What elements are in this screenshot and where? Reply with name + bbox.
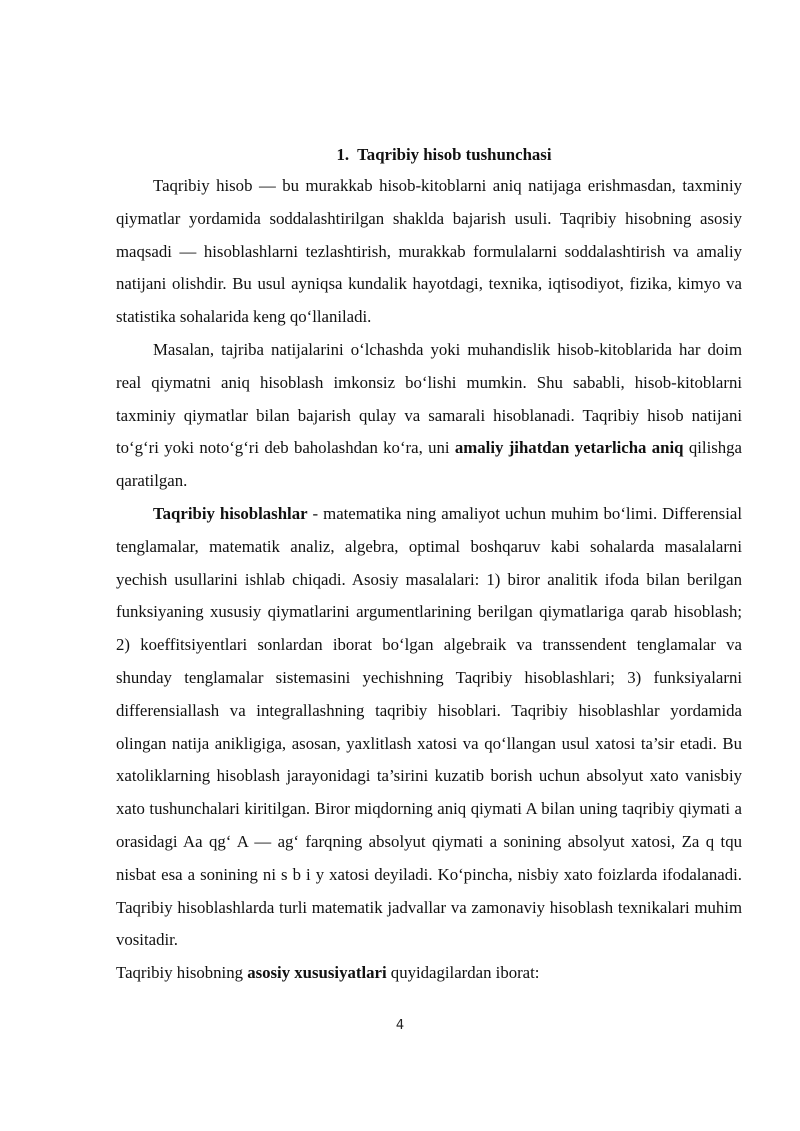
paragraph-approx-text: - matematika ning amaliyot uchun muhim bo‘limi. Differensial tenglamalar, matematik analiz, algebra, optimal boshqaruv kabi sohalarda masalalarni yechish usullarini ishlab chiqadi. Asosiy masalalari: 1) biror analitik ifoda bilan berilgan funksiyaning xususiy qiymatlarini argumentlarining berilgan qiymatlariga qarab hisoblash; 2) koeffitsiyentlari sonlardan iborat bo‘lgan algebraik va transsendent tenglamalar va shunday tenglamalar sistemasini yechishning Taqribiy hisoblashlari; 3) funksiyalarni differensiallash va integrallashning taqribiy hisoblari. Taqribiy hisoblashlar yordamida olingan natija anikligiga, asosan, yaxlitlash xatosi va qo‘llangan usul xatosi ta’sir etadi. Bu xatoliklarning hisoblash jarayonidagi ta’sirini kuzatib borish uchun absolyut xato vanisbiy xato tushunchalari kiritilgan. Biror miqdorning aniq qiymati A bilan uning taqribiy qiymati a orasidagi Aa qg‘ A — ag‘ farqning absolyut qiymati a sonining absolyut xatosi, Za q tqu nisbat esa a sonining ni s b i y xatosi deyiladi. Ko‘pincha, nisbiy xato foizlarda ifodalanadi. Taqribiy hisoblashlarda turli matematik jadvallar va zamonaviy hisoblash texnikalari muhim vositadir. <box>116 503 742 950</box>
paragraph-properties-intro <box>116 957 742 990</box>
paragraph-properties-ending: quyidagilardan iborat: <box>386 963 540 983</box>
paragraph-approx-computations <box>116 498 742 957</box>
page-number: 4 <box>395 1018 405 1033</box>
paragraph-properties-text: Taqribiy hisobning <box>116 963 248 983</box>
paragraph-example-bold: amaliy jihatdan yetarlicha aniq <box>454 438 684 458</box>
paragraph-example-text: Masalan, tajriba natijalarini o‘lchashda yoki muhandislik hisob-kitoblarida har doim real qiymatni aniq hisoblash imkonsiz bo‘lishi mumkin. Shu sababli, hisob-kitoblarni taxminiy qiymatlar bilan bajarish qulay va samarali hisoblanadi. Taqribiy hisob natijani to‘g‘ri yoki noto‘g‘ri deb baholashdan ko‘ra, uni <box>116 339 742 458</box>
page-content <box>116 140 742 990</box>
paragraph-properties-bold: asosiy xususiyatlari <box>247 963 387 983</box>
paragraph-definition: Taqribiy hisob — bu murakkab hisob-kitoblarni aniq natijaga erishmasdan, taxminiy qiymatlar yordamida soddalashtirilgan shaklda bajarish usuli. Taqribiy hisobning asosiy maqsadi — hisoblashlarni tezlashtirish, murakkab formulalarni soddalashtirish va amaliy natijani olishdir. Bu usul ayniqsa kundalik hayotdagi, texnika, iqtisodiyot, fizika, kimyo va statistika sohalarida keng qo‘llaniladi. <box>116 176 742 327</box>
section-heading: 1. Taqribiy hisob tushunchasi <box>336 145 552 164</box>
paragraph-example <box>116 334 742 498</box>
paragraph-example-ending: qilishga qaratilgan. <box>116 438 742 491</box>
paragraph-approx-bold: Taqribiy hisoblashlar <box>153 503 308 523</box>
